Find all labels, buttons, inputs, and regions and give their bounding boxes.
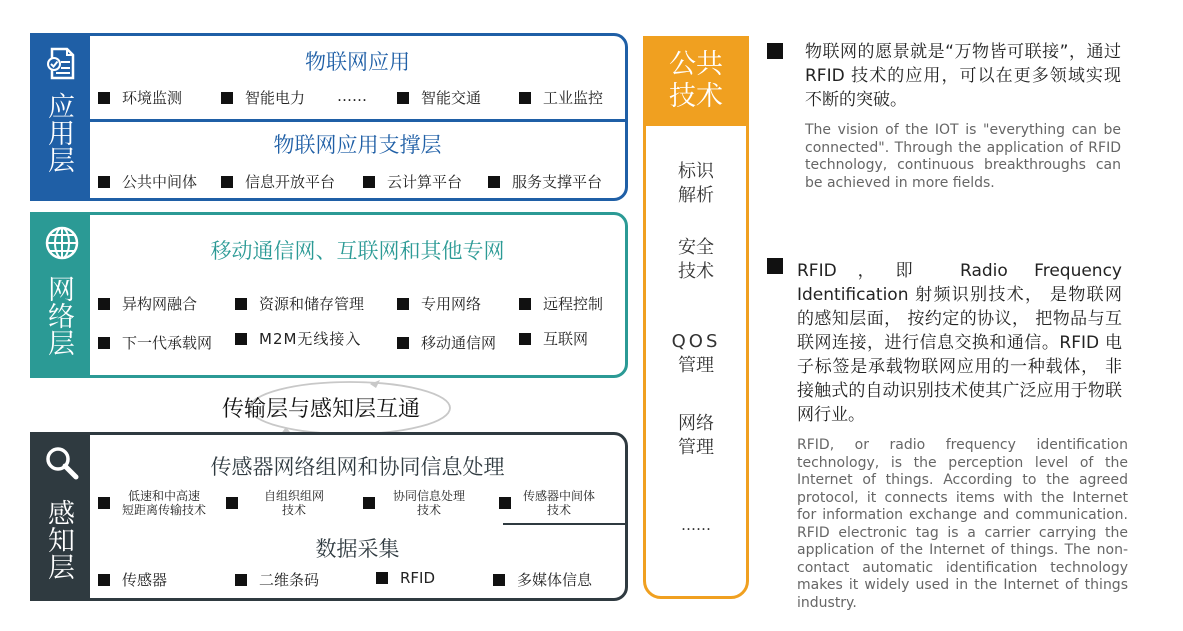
network-item: 移动通信网 bbox=[397, 332, 496, 353]
note-cn: RFID，即 Radio Frequency Identification 射频识别技术， 是物联网的感知层面， 按约定的协议， 把物品与互联网连接，进行信息交换和通信。RFID 电子标签是承载物联网应用的一种载体， 非接触式的自动识别技术使其广泛应用于物联网行业。 bbox=[797, 261, 1122, 425]
note-bullet bbox=[767, 43, 783, 59]
layer-divider bbox=[90, 119, 625, 122]
sensing-item: 传感器中间体 技术 bbox=[499, 489, 595, 517]
sensing-layer bbox=[30, 432, 628, 601]
network-layer bbox=[30, 212, 628, 378]
sensing-divider bbox=[503, 523, 625, 525]
app-item: 工业监控 bbox=[519, 87, 603, 108]
collect-item: RFID bbox=[376, 569, 435, 587]
application-layer-sidebar bbox=[33, 36, 90, 198]
network-item: 资源和储存管理 bbox=[235, 293, 364, 314]
support-item: 公共中间体 bbox=[98, 171, 197, 192]
app-item: 环境监测 bbox=[98, 87, 182, 108]
layer-label: 网络层 bbox=[48, 275, 75, 360]
sensing-item: 协同信息处理 技术 bbox=[363, 489, 465, 517]
sensing-title: 传感器网络组网和协同信息处理 bbox=[210, 455, 505, 479]
application-layer bbox=[30, 33, 628, 201]
note-en: RFID, or radio frequency identification technology, is the perception level of the Internet of things. According to the agreed protocol, it connects items with the Internet for information exchange and communication. RFID electronic tag is a carrier carrying the application of the Internet of things. The non-contact automatic identification technology makes it widely used in the Internet of things industry. bbox=[797, 437, 1128, 611]
public-tech-column bbox=[643, 36, 749, 599]
support-item: 服务支撑平台 bbox=[488, 171, 602, 192]
network-item: 互联网 bbox=[519, 328, 588, 349]
support-item: 云计算平台 bbox=[363, 171, 462, 192]
network-item: 专用网络 bbox=[397, 293, 481, 314]
network-layer-sidebar bbox=[33, 215, 90, 375]
app-item: 智能电力 bbox=[221, 87, 305, 108]
layer-label: 感知层 bbox=[48, 499, 75, 584]
collect-title: 数据采集 bbox=[315, 537, 400, 561]
note-en: The vision of the IOT is "everything can be connected". Through the application of RFID technology, continuous breakthroughs can be achieved in more fields. bbox=[805, 122, 1121, 191]
sensing-item: 低速和中高速 短距离传输技术 bbox=[98, 489, 206, 517]
document-check-icon bbox=[42, 44, 82, 84]
collect-item: 传感器 bbox=[98, 569, 167, 590]
support-item: 信息开放平台 bbox=[221, 171, 335, 192]
app-item: …… bbox=[337, 87, 367, 105]
network-item: 远程控制 bbox=[519, 293, 603, 314]
support-title: 物联网应用支撑层 bbox=[273, 133, 442, 157]
note-cn: 物联网的愿景就是“万物皆可联接”，通过 RFID 技术的应用，可以在更多领域实现不断的突破。 bbox=[805, 42, 1121, 110]
network-item: 下一代承载网 bbox=[98, 332, 212, 353]
app-item: 智能交通 bbox=[397, 87, 481, 108]
public-tech-item: 网络 管理 bbox=[678, 413, 714, 458]
magnifier-icon bbox=[42, 443, 82, 483]
public-tech-item: 标识 解析 bbox=[678, 161, 714, 206]
sensing-layer-sidebar bbox=[33, 435, 90, 598]
collect-item: 二维条码 bbox=[235, 569, 319, 590]
public-tech-header: 公共 技术 bbox=[643, 36, 749, 126]
sensing-item: 自组织组网 技术 bbox=[226, 489, 324, 517]
collect-item: 多媒体信息 bbox=[493, 569, 592, 590]
app-title: 物联网应用 bbox=[305, 50, 410, 74]
transfer-label: 传输层与感知层互通 bbox=[222, 397, 421, 422]
public-tech-item: QOS 管理 bbox=[671, 331, 721, 376]
network-item: M2M无线接入 bbox=[235, 328, 361, 349]
network-item: 异构网融合 bbox=[98, 293, 197, 314]
globe-icon bbox=[42, 223, 82, 263]
network-title: 移动通信网、互联网和其他专网 bbox=[210, 239, 505, 263]
layer-label: 应用层 bbox=[48, 92, 75, 177]
public-tech-item: …… bbox=[681, 516, 711, 534]
public-tech-item: 安全 技术 bbox=[678, 237, 714, 282]
note-bullet bbox=[767, 258, 783, 274]
